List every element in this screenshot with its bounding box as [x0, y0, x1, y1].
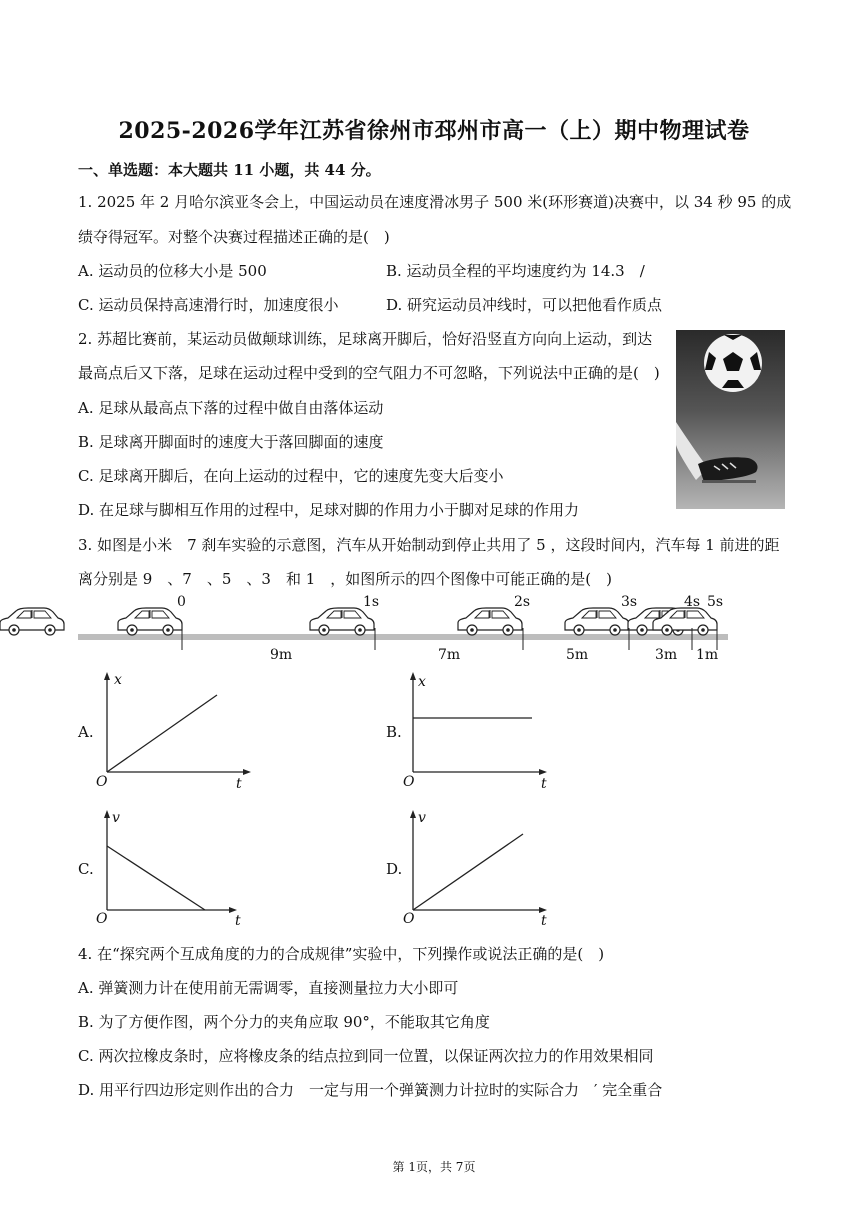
- braking-diagram: [0, 590, 868, 665]
- graph-c-xlabel: t: [235, 913, 241, 929]
- graph-c-origin: O: [96, 911, 108, 927]
- graph-a-ylabel: x: [114, 672, 122, 688]
- car-icon: [0, 608, 64, 635]
- q2-option-a: A. 足球从最高点下落的过程中做自由落体运动: [78, 399, 384, 417]
- distance-label-3m: 3m: [655, 647, 678, 663]
- q4-stem: 4. 在“探究两个互成角度的力的合成规律”实验中，下列操作或说法正确的是( ): [78, 945, 605, 963]
- q3-stem-line2: 离分别是 9 、7 、5 、3 和 1 ，如图所示的四个图像中可能正确的是( ): [78, 570, 612, 588]
- graph-a-line: [107, 695, 217, 772]
- page-title: 2025-2026学年江苏省徐州市邳州市高一（上）期中物理试卷: [118, 118, 750, 144]
- q3-graph-b-option: B.: [386, 723, 402, 741]
- q4-option-a: A. 弹簧测力计在使用前无需调零，直接测量拉力大小即可: [78, 979, 459, 997]
- q1-option-d: D. 研究运动员冲线时，可以把他看作质点: [386, 296, 663, 314]
- q2-option-c: C. 足球离开脚后，在向上运动的过程中，它的速度先变大后变小: [78, 467, 504, 485]
- graph-a-xlabel: t: [236, 776, 242, 792]
- graph-d-line: [413, 834, 523, 910]
- q1-option-a: A. 运动员的位移大小是 500: [78, 262, 267, 280]
- graph-c-ylabel: v: [112, 810, 120, 826]
- distance-label-9m: 9m: [270, 647, 293, 663]
- graph-b-origin: O: [403, 774, 415, 790]
- q1-option-b: B. 运动员全程的平均速度约为 14.3 /: [386, 262, 645, 280]
- q3-stem-line1: 3. 如图是小米 7 刹车实验的示意图，汽车从开始制动到停止共用了 5 ，这段时间内，汽车每 1 前进的距: [78, 536, 780, 554]
- q1-stem-line2: 绩夺得冠军。对整个决赛过程描述正确的是( ): [78, 228, 390, 246]
- q2-stem-line2: 最高点后又下落，足球在运动过程中受到的空气阻力不可忽略，下列说法中正确的是( ): [78, 364, 660, 382]
- time-label-0: 0: [177, 594, 186, 610]
- distance-label-5m: 5m: [566, 647, 589, 663]
- graph-d-xlabel: t: [541, 913, 547, 929]
- graph-c-line: [107, 846, 205, 910]
- q4-option-d: D. 用平行四边形定则作出的合力 一定与用一个弹簧测力计拉时的实际合力 ′ 完全重合: [78, 1081, 663, 1099]
- q2-option-b: B. 足球离开脚面时的速度大于落回脚面的速度: [78, 433, 384, 451]
- q3-graph-d-option: D.: [386, 860, 403, 878]
- page-footer: 第 1页，共 7页: [392, 1160, 476, 1174]
- graph-b-ylabel: x: [418, 674, 426, 690]
- time-label-5s: 5s: [707, 594, 724, 610]
- distance-label-7m: 7m: [438, 647, 461, 663]
- distance-label-1m: 1m: [696, 647, 719, 663]
- q3-graph-a-option: A.: [78, 723, 94, 741]
- q4-option-c: C. 两次拉橡皮条时，应将橡皮条的结点拉到同一位置，以保证两次拉力的作用效果相同: [78, 1047, 654, 1065]
- time-label-3s: 3s: [621, 594, 638, 610]
- graph-d-ylabel: v: [418, 810, 426, 826]
- section-heading: 一、单选题：本大题共 11 小题，共 44 分。: [78, 161, 381, 179]
- road-strip: [78, 634, 728, 640]
- q3-graph-c-option: C.: [78, 860, 94, 878]
- time-label-4s: 4s: [684, 594, 701, 610]
- soccer-ball-icon: [704, 334, 762, 392]
- time-label-2s: 2s: [514, 594, 531, 610]
- q4-option-b: B. 为了方便作图，两个分力的夹角应取 90°，不能取其它角度: [78, 1013, 490, 1031]
- graph-a-origin: O: [96, 774, 108, 790]
- time-label-1s: 1s: [363, 594, 380, 610]
- graph-b-xlabel: t: [541, 776, 547, 792]
- q1-stem-line1: 1. 2025 年 2 月哈尔滨亚冬会上，中国运动员在速度滑冰男子 500 米(环形赛道)决赛中，以 34 秒 95 的成: [78, 193, 792, 211]
- q2-stem-line1: 2. 苏超比赛前，某运动员做颠球训练，足球离开脚后，恰好沿竖直方向向上运动，到达: [78, 330, 653, 348]
- q2-option-d: D. 在足球与脚相互作用的过程中，足球对脚的作用力小于脚对足球的作用力: [78, 501, 580, 519]
- soccer-kick-photo: [676, 330, 785, 509]
- q1-option-c: C. 运动员保持高速滑行时，加速度很小: [78, 296, 339, 314]
- graph-d-origin: O: [403, 911, 415, 927]
